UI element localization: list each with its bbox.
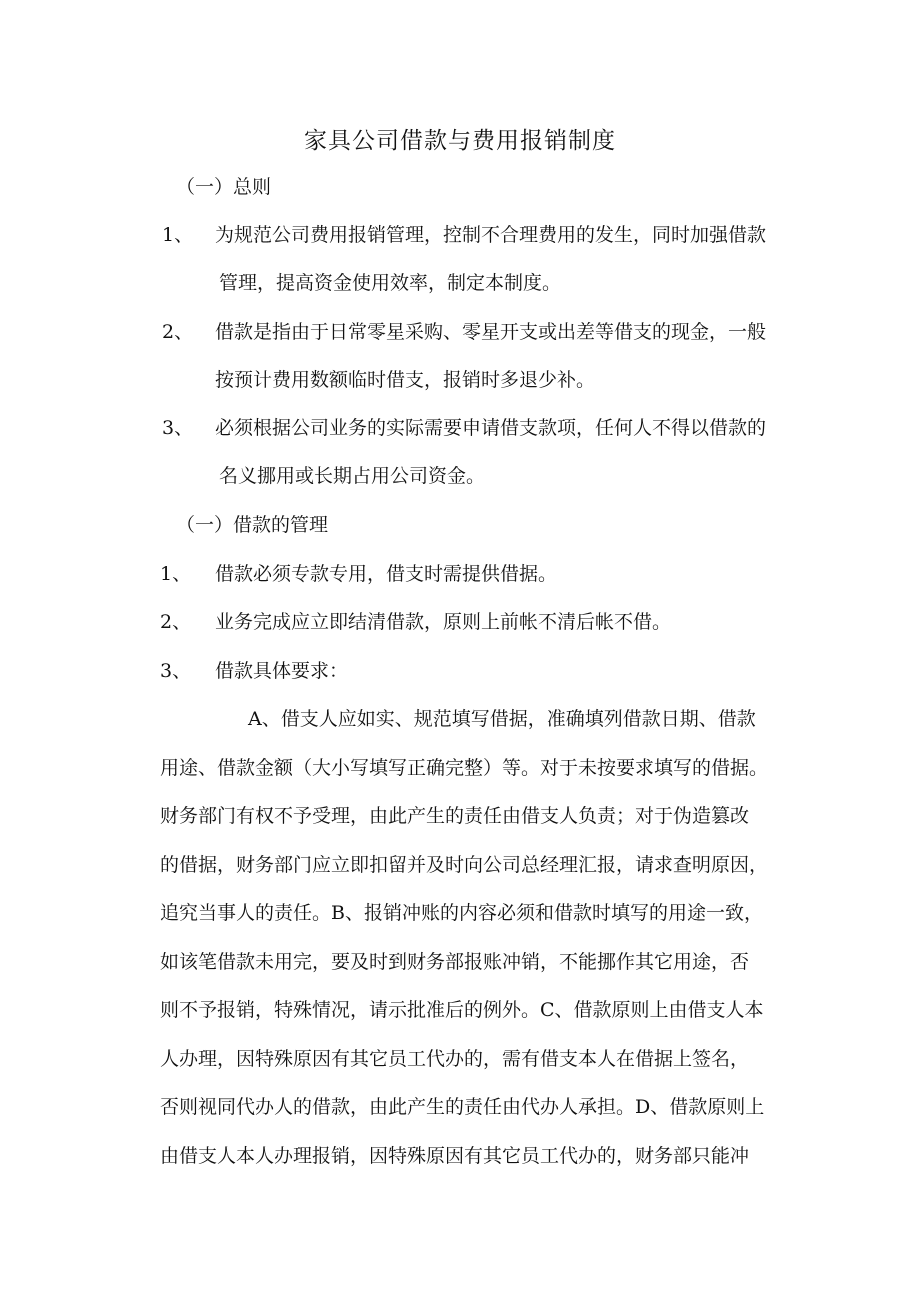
item-number: 1、: [162, 224, 194, 246]
paragraph-line: A、借支人应如实、规范填写借据，准确填列借款日期、借款: [248, 708, 756, 730]
paragraph-line: 财务部门有权不予受理，由此产生的责任由借支人负责；对于伪造篡改: [160, 805, 750, 827]
item-text-line: 名义挪用或长期占用公司资金。: [219, 465, 486, 487]
paragraph-line: 则不予报销，特殊情况，请示批准后的例外。C、借款原则上由借支人本: [160, 999, 764, 1021]
paragraph-line: 由借支人本人办理报销，因特殊原因有其它员工代办的，财务部只能冲: [160, 1145, 750, 1167]
paragraph-line: 用途、借款金额（大小写填写正确完整）等。对于未按要求填写的借据。: [160, 757, 769, 779]
item-text-line: 借款是指由于日常零星采购、零星开支或出差等借支的现金，一般: [215, 321, 767, 343]
item-number: 3、: [162, 417, 194, 439]
item-text-line: 借款必须专款专用，借支时需提供借据。: [215, 563, 558, 585]
section-heading-general: （一）总则: [176, 176, 272, 198]
item-text-line: 管理，提高资金使用效率，制定本制度。: [219, 272, 562, 294]
item-text-line: 按预计费用数额临时借支，报销时多退少补。: [215, 369, 596, 391]
item-number: 2、: [162, 321, 194, 343]
item-number: 1、: [160, 563, 192, 585]
item-text-line: 为规范公司费用报销管理，控制不合理费用的发生，同时加强借款: [215, 224, 767, 246]
item-number: 3、: [160, 660, 192, 682]
paragraph-line: 人办理，因特殊原因有其它员工代办的，需有借支本人在借据上签名，: [160, 1048, 750, 1070]
paragraph-line: 的借据，财务部门应立即扣留并及时向公司总经理汇报，请求查明原因，: [160, 854, 769, 876]
document-title: 家具公司借款与费用报销制度: [304, 128, 616, 154]
paragraph-line: 否则视同代办人的借款，由此产生的责任由代办人承担。D、借款原则上: [160, 1096, 765, 1118]
section-heading-loan-management: （一）借款的管理: [176, 514, 329, 536]
item-text-line: 借款具体要求：: [215, 660, 349, 682]
item-text-line: 必须根据公司业务的实际需要申请借支款项，任何人不得以借款的: [215, 417, 767, 439]
item-number: 2、: [160, 611, 192, 633]
paragraph-line: 追究当事人的责任。B、报销冲账的内容必须和借款时填写的用途一致，: [160, 902, 763, 924]
paragraph-line: 如该笔借款未用完，要及时到财务部报账冲销，不能挪作其它用途，否: [160, 951, 750, 973]
item-text-line: 业务完成应立即结清借款，原则上前帐不清后帐不借。: [215, 611, 672, 633]
